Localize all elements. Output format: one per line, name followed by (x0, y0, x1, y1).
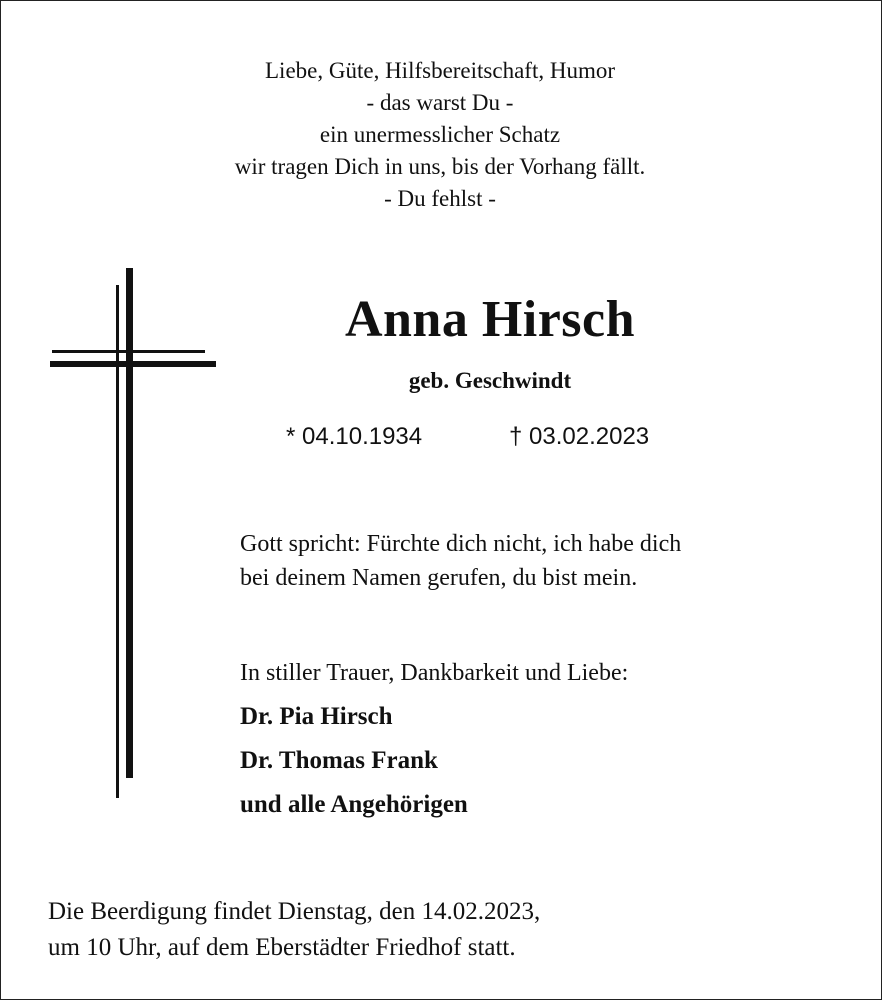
poem-line: - Du fehlst - (384, 186, 496, 211)
deceased-name: Anna Hirsch (344, 291, 636, 348)
mourner-name: Dr. Pia Hirsch (240, 703, 393, 730)
bible-verse (240, 527, 681, 595)
death-date: † 03.02.2023 (509, 423, 650, 450)
funeral-notice (48, 894, 540, 966)
mourners-intro: In stiller Trauer, Dankbarkeit und Liebe: (240, 660, 629, 686)
poem-line: - das warst Du - (366, 90, 514, 115)
funeral-line: um 10 Uhr, auf dem Eberstädter Friedhof statt. (48, 934, 516, 961)
birth-name: geb. Geschwindt (408, 368, 572, 393)
poem-line: wir tragen Dich in uns, bis der Vorhang fällt. (234, 154, 646, 179)
mourner-name: und alle Angehörigen (240, 791, 468, 818)
mourners-block (240, 655, 628, 827)
verse-line: bei deinem Namen gerufen, du bist mein. (240, 565, 638, 591)
poem-line: Liebe, Güte, Hilfsbereitschaft, Humor (265, 58, 615, 83)
verse-line: Gott spricht: Fürchte dich nicht, ich habe dich (240, 531, 682, 557)
memorial-poem (0, 55, 880, 215)
mourner-name: Dr. Thomas Frank (240, 747, 438, 774)
funeral-line: Die Beerdigung findet Dienstag, den 14.02.2023, (48, 898, 541, 925)
poem-line: ein unermesslicher Schatz (319, 122, 561, 147)
birth-date: * 04.10.1934 (286, 423, 423, 450)
